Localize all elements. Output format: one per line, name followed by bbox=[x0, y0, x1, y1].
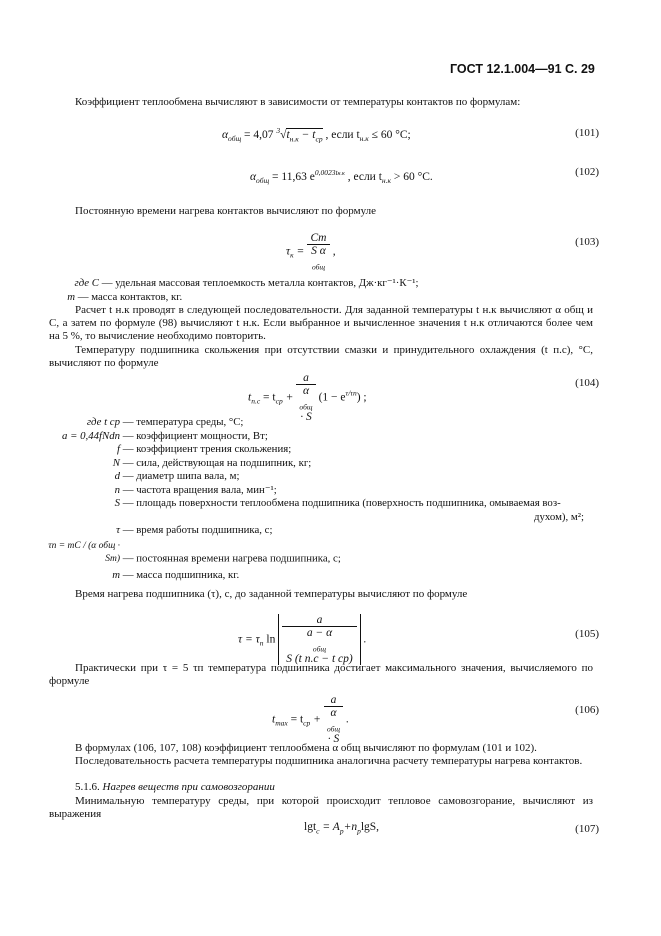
paragraph-intro: Коэффициент теплообмена вычисляют в зависимости от температуры контактов по формулам: bbox=[75, 96, 521, 108]
equation-103: $\tau_к$ = Cm S α $_{общ}$ , bbox=[286, 232, 336, 272]
equation-105: $\tau = \tau_п$ ln a a − α $_{общ}$ S (t п.с − t ср) . bbox=[238, 614, 367, 666]
paragraph-heating-time: Время нагрева подшипника (τ), с, до заданной температуры вычисляют по формуле bbox=[75, 588, 468, 600]
equation-106: $t_{max} = t_{ср}$ + a α $_{общ}$ · S . bbox=[272, 694, 349, 746]
def-row: духом), м²; bbox=[534, 510, 584, 523]
equation-number-106: (106) bbox=[575, 704, 599, 716]
equation-102: $\alpha_{общ} = 11,63$ $e^{0,0023tн.к}$ , если $t_{н.к} > 60$ °С. bbox=[250, 168, 433, 186]
def-row: где t ср — температура среды, °С; bbox=[86, 416, 244, 428]
paragraph-coefficient-note: В формулах (106, 107, 108) коэффициент теплообмена α общ вычисляют по формулам (101 и 102). bbox=[75, 742, 537, 754]
def-row: m — масса контактов, кг. bbox=[67, 290, 183, 303]
def-row: f — коэффициент трения скольжения; bbox=[117, 443, 292, 455]
equation-number-101: (101) bbox=[575, 127, 599, 139]
def-row: τп = mC / (α общ · Sm) — постоянная времени нагрева подшипника, с; bbox=[48, 540, 341, 564]
page-header: ГОСТ 12.1.004—91 С. 29 bbox=[450, 62, 595, 76]
paragraph-calculation-order: Расчет t н.к проводят в следующей последовательности. Для заданной температуры t н.к вычисляют α общ и С, а затем по формуле (98) вычисляют t н.к. Если выбранное и вычисленное значения t н.к отличаются более чем на 5 %, то вычисление необходимо повторить. bbox=[49, 304, 593, 342]
definitions-contacts bbox=[49, 277, 419, 304]
equation-101: $\alpha_{общ} = 4,07$ $^3√t_{н.к} - t_{ср}$ , если $t_{н.к} \le 60$ °С; bbox=[222, 126, 411, 144]
section-heading-5-1-6: 5.1.6. Нагрев веществ при самовозгорании bbox=[75, 781, 275, 793]
equation-number-104: (104) bbox=[575, 377, 599, 389]
def-row: m — масса подшипника, кг. bbox=[112, 568, 240, 581]
equation-104: $t_{п.с} = t_{ср}$ + a α $_{общ}$ · S $(1 - e^{\tau/\tau п})$ ; bbox=[248, 372, 367, 424]
def-row: n — частота вращения вала, мин⁻¹; bbox=[114, 483, 277, 496]
def-row: S — площадь поверхности теплообмена подшипника (поверхность подшипника, омываемая воз- bbox=[114, 497, 561, 509]
paragraph-time-constant: Постоянную времени нагрева контактов вычисляют по формуле bbox=[75, 205, 376, 217]
def-row: τ — время работы подшипника, с; bbox=[116, 524, 273, 536]
def-row: N — сила, действующая на подшипник, кг; bbox=[112, 456, 312, 469]
equation-number-103: (103) bbox=[575, 236, 599, 248]
def-row: где C — удельная массовая теплоемкость металла контактов, Дж·кг⁻¹·К⁻¹; bbox=[74, 277, 419, 289]
def-row: d — диаметр шипа вала, м; bbox=[114, 470, 240, 482]
equation-number-107: (107) bbox=[575, 823, 599, 835]
equation-number-105: (105) bbox=[575, 628, 599, 640]
equation-107: $\lg t_c = A_p+n_p\lg S$, bbox=[304, 821, 380, 836]
paragraph-bearing-temperature: Температуру подшипника скольжения при отсутствии смазки и принудительного охлаждения (t п.с), °С, вычисляют по формуле bbox=[49, 344, 593, 369]
paragraph-sequence: Последовательность расчета температуры подшипника аналогична расчету температуры нагрева контактов. bbox=[75, 755, 583, 767]
def-row: a = 0,44fNdn — коэффициент мощности, Вт; bbox=[62, 429, 268, 442]
definitions-bearing bbox=[40, 416, 584, 582]
paragraph-self-ignition: Минимальную температуру среды, при которой происходит тепловое самовозгорание, вычисляют из выражения bbox=[49, 795, 593, 820]
paragraph-maximum-temperature: Практически при τ = 5 τп температура подшипника достигает максимального значения, вычисляемого по формуле bbox=[49, 662, 593, 687]
equation-number-102: (102) bbox=[575, 166, 599, 178]
